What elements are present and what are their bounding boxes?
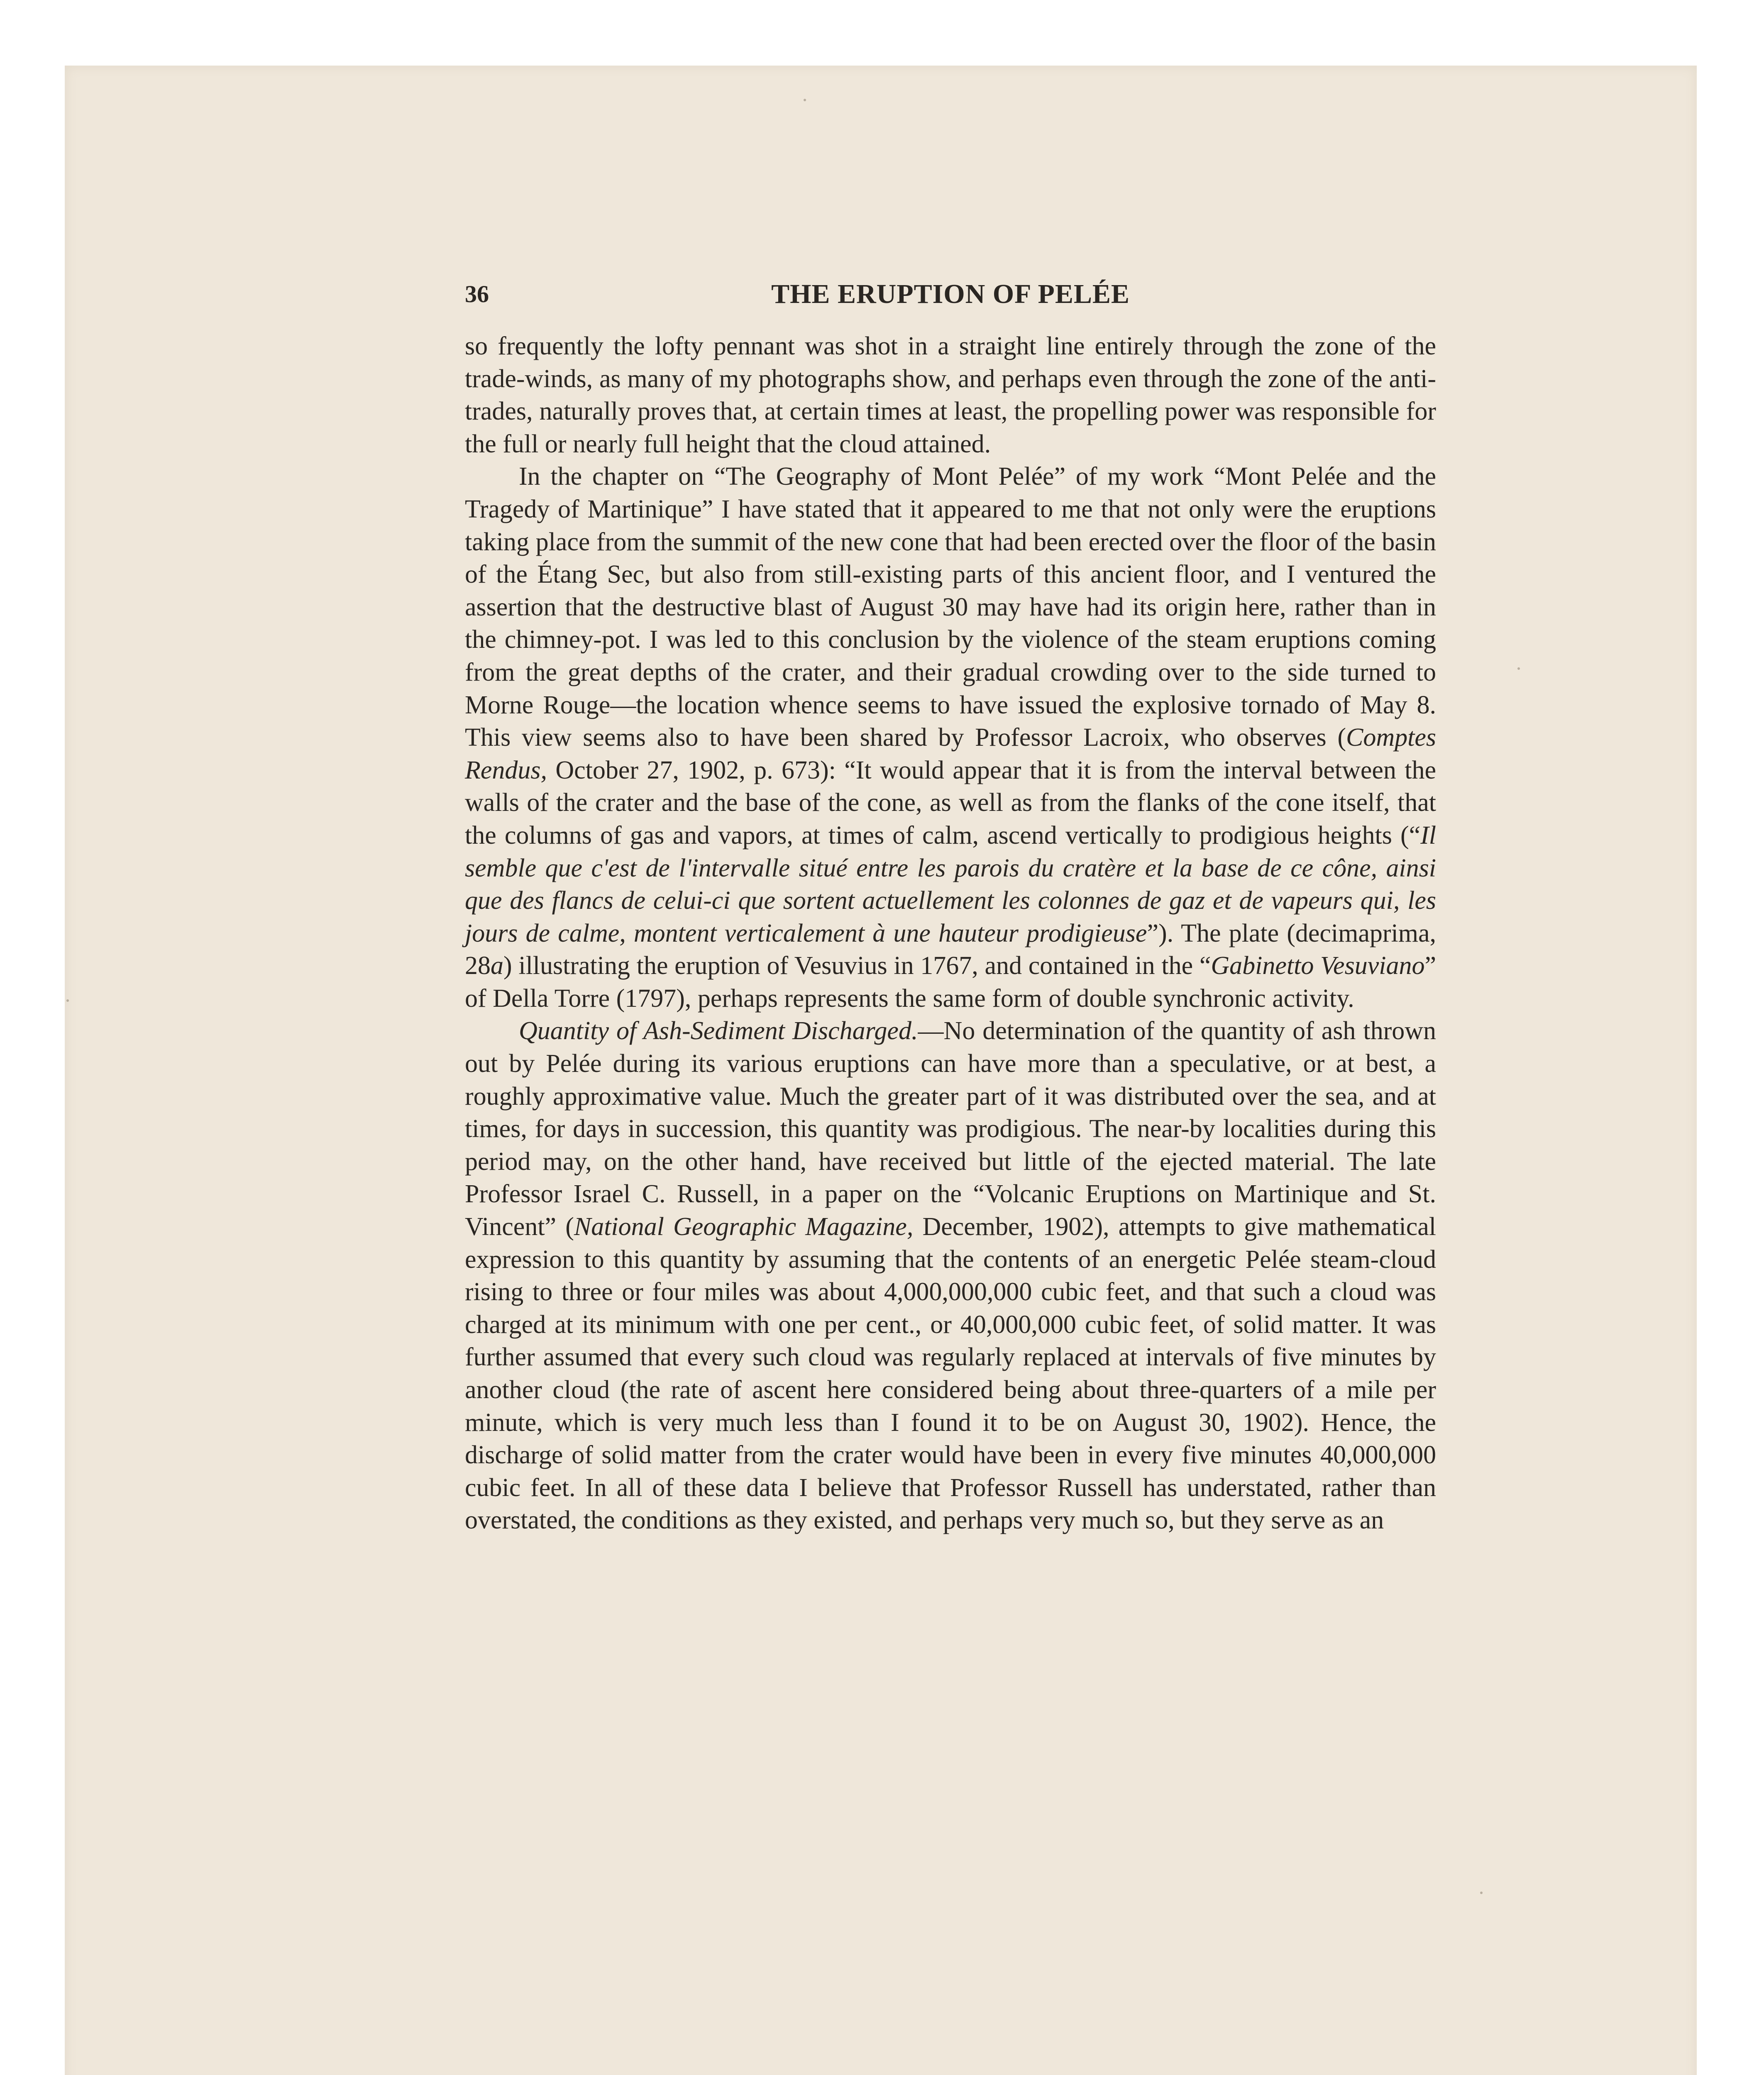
italic-run: Gabinetto Vesuviano	[1211, 952, 1425, 980]
text-run: December, 1902), attempts to give mathematical expression to this quantity by assuming that the contents of an energetic Pelée steam-cloud rising to three or four miles was about 4,000,000,000 cubic feet, and that such a cloud was charged at its minimum with one per cent., or 40,000,000 cubic feet, of solid matter. It was further assumed that every such cloud was regularly replaced at intervals of five minutes by another cloud (the rate of ascent here considered being about three-quarters of a mile per minute, which is very much less than I found it to be on August 30, 1902). Hence, the discharge of solid matter from the crater would have been in every five minutes 40,000,000 cubic feet. In all of these data I believe that Professor Russell has understated, rather than overstated, the conditions as they existed, and perhaps very much so, but they serve as an	[465, 1213, 1436, 1535]
paragraph-2	[465, 460, 1436, 1015]
text-run: ”). The plate (decimaprima, 28	[465, 919, 1436, 980]
italic-run: National Geographic Magazine,	[574, 1213, 914, 1241]
paper-speck	[1480, 1892, 1483, 1894]
body-text	[465, 330, 1436, 1537]
paper-speck	[804, 99, 806, 101]
text-run: —No determination of the quantity of ash thrown out by Pelée during its various eruptions can have more than a speculative, or at best, a roughly approximative value. Much the greater part of it was distributed over the sea, and at times, for days in succession, this quantity was prodigious. The near-by localities during this period may, on the other hand, have received but little of the ejected material. The late Professor Israel C. Russell, in a paper on the “Volcanic Eruptions on Martinique and St. Vincent” (	[465, 1017, 1436, 1241]
text-run: ” of Della Torre (1797), perhaps represents the same form of double synchronic activity.	[465, 952, 1436, 1013]
running-title: THE ERUPTION OF PELÉE	[771, 279, 1130, 309]
paragraph-1	[465, 330, 1436, 460]
page-number: 36	[465, 281, 489, 308]
italic-run: Comptes Rendus,	[465, 723, 1436, 784]
page-header	[465, 276, 1436, 313]
text-run: ) illustrating the eruption of Vesuvius in 1767, and contained in the “	[503, 952, 1211, 980]
text-run: In the chapter on “The Geography of Mont Pelée” of my work “Mont Pelée and the Tragedy of Martinique” I have stated that it appeared to me that not only were the eruptions taking place from the summit of the new cone that had been erected over the floor of the basin of the Étang Sec, but also from still-existing parts of this ancient floor, and I ventured the assertion that the destructive blast of August 30 may have had its origin here, rather than in the chimney-pot. I was led to this conclusion by the violence of the steam eruptions coming from the great depths of the crater, and their gradual crowding over to the side turned to Morne Rouge—the location whence seems to have issued the explosive tornado of May 8. This view seems also to have been shared by Professor Lacroix, who observes (	[465, 462, 1436, 752]
italic-run: Quantity of Ash-Sediment Discharged.	[519, 1017, 918, 1045]
paragraph-3	[465, 1015, 1436, 1537]
text-run: October 27, 1902, p. 673): “It would appear that it is from the interval between the walls of the crater and the base of the cone, as well as from the flanks of the cone itself, that the columns of gas and vapors, at times of calm, ascend vertically to prodigious heights (“	[465, 756, 1436, 850]
text-run: so frequently the lofty pennant was shot in a straight line entirely through the zone of the trade-winds, as many of my photographs show, and perhaps even through the zone of the anti-trades, naturally proves that, at certain times at least, the propelling power was responsible for the full or nearly full height that the cloud attained.	[465, 332, 1436, 458]
italic-run: Il semble que c'est de l'intervalle situé entre les parois du cratère et la base de ce cône, ainsi que des flancs de celui-ci que sortent actuellement les colonnes de gaz et de vapeurs qui, les jours de calme, montent verticalement à une hauteur prodigieuse	[465, 821, 1436, 947]
paper-speck	[66, 999, 69, 1002]
paper-speck	[1517, 667, 1520, 670]
italic-run: a	[491, 952, 503, 980]
